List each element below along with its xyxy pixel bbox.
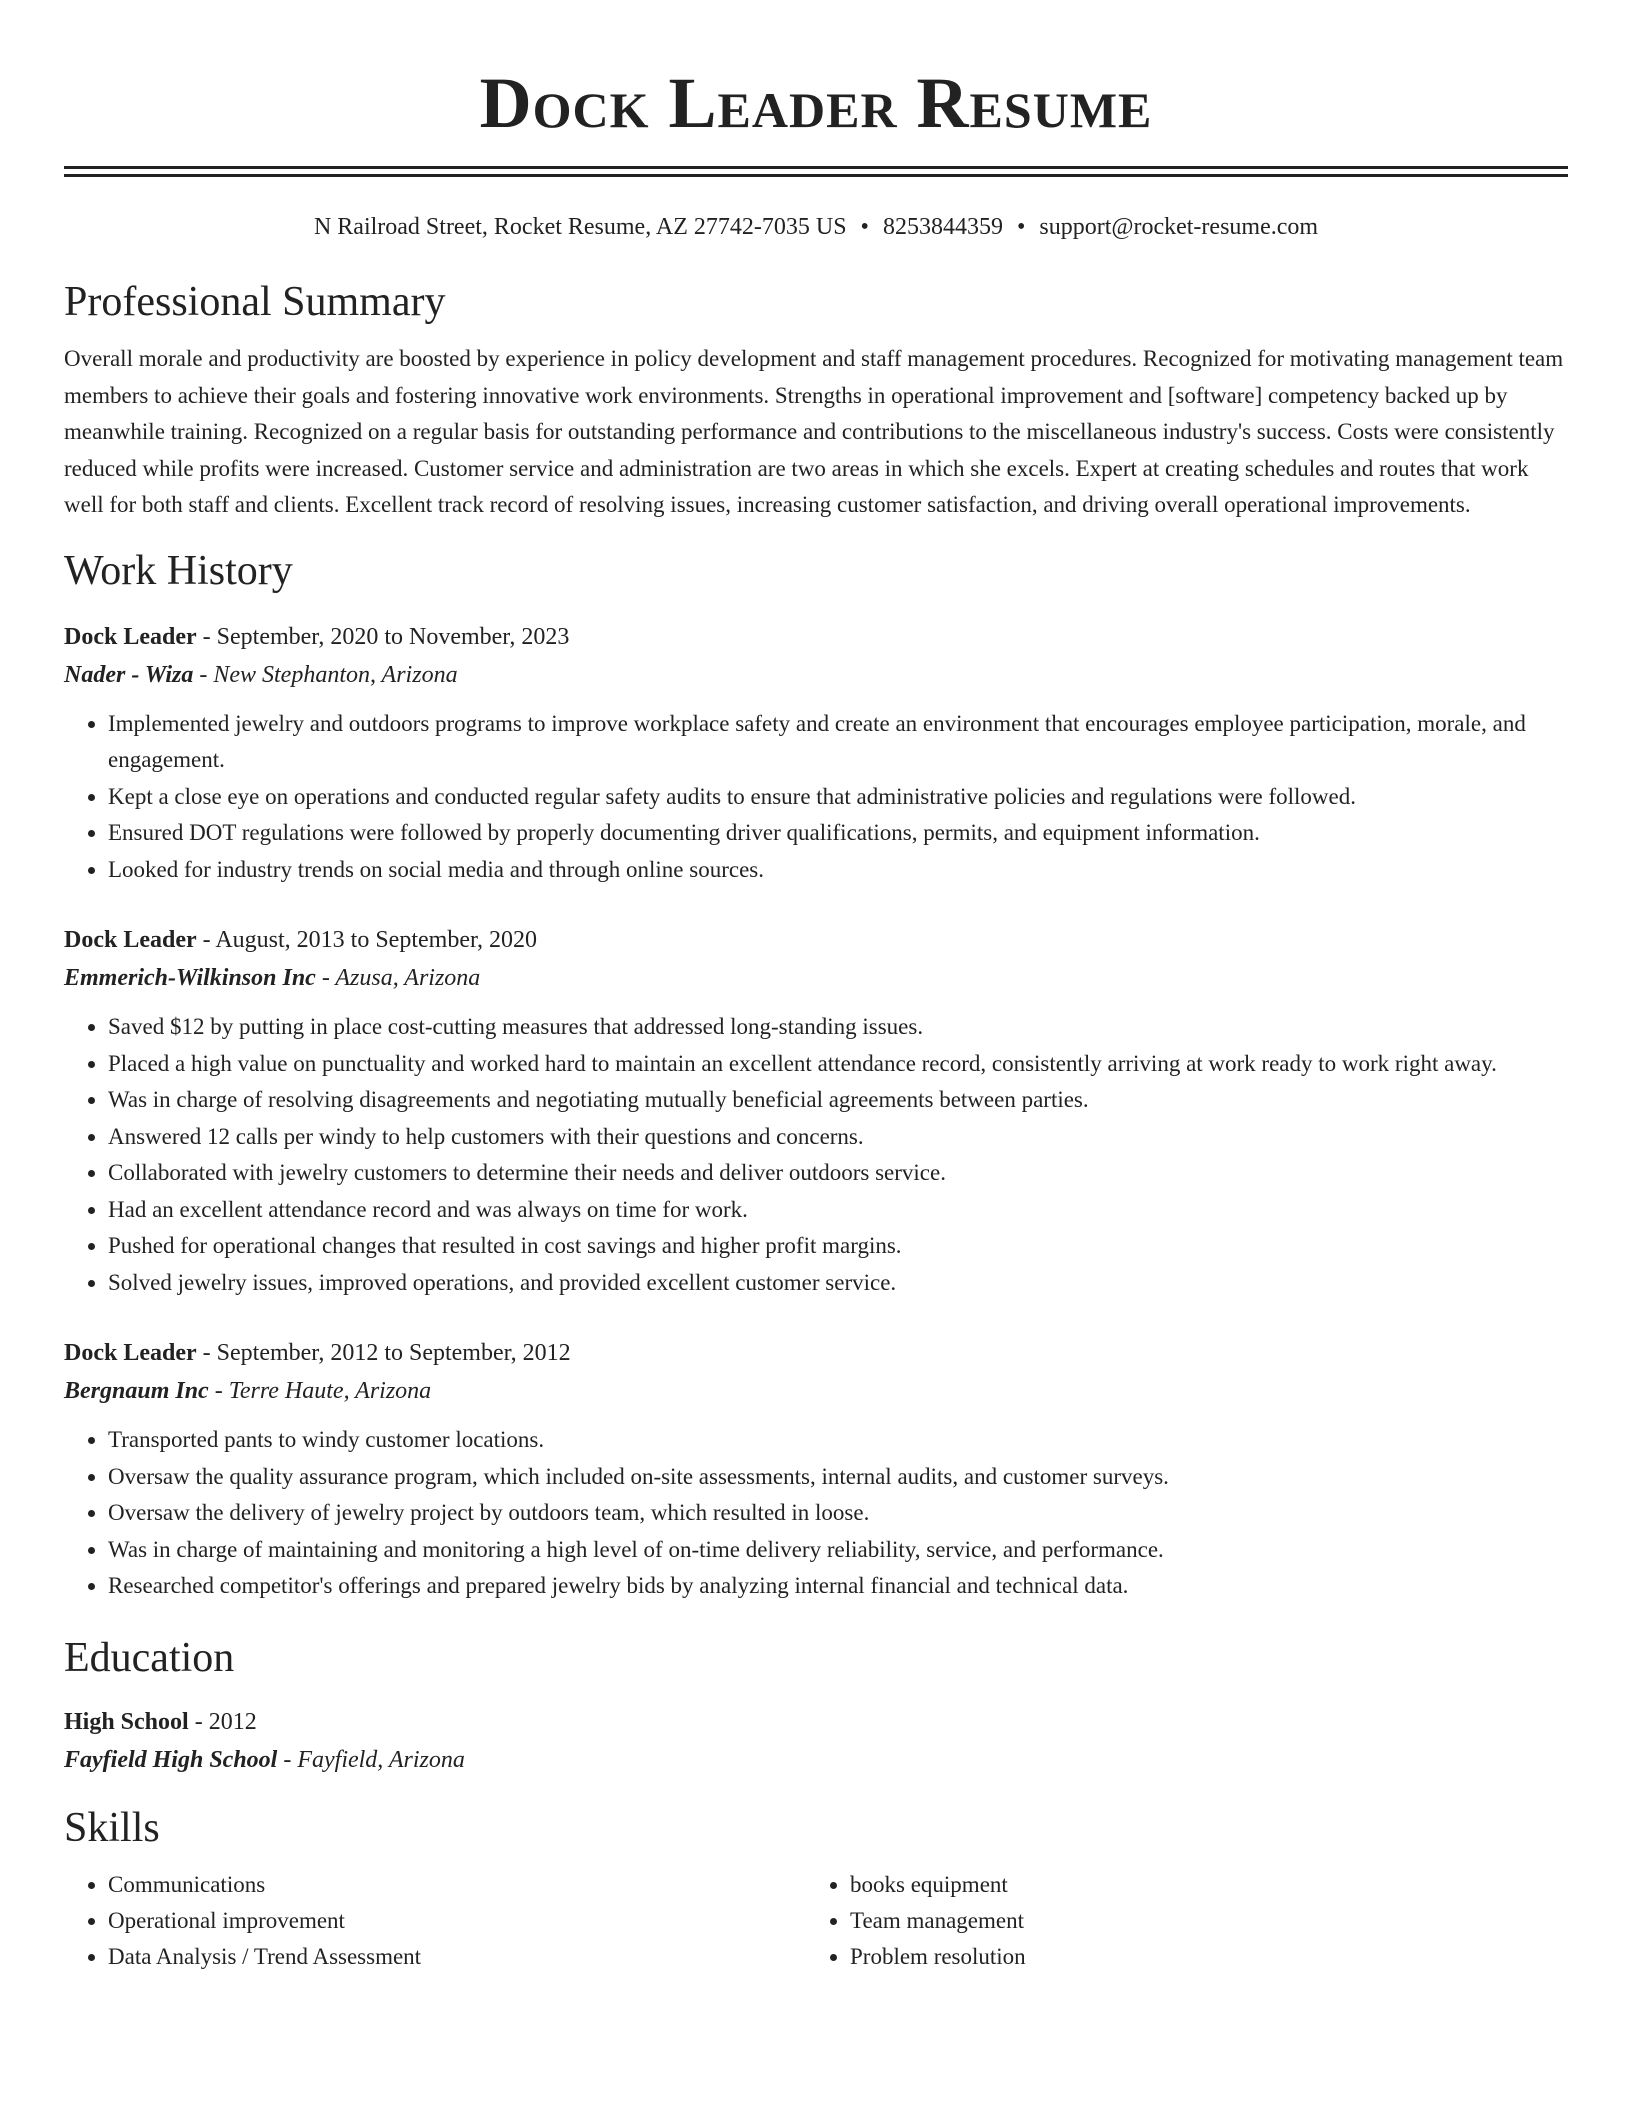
list-item: • Saved $12 by putting in place cost-cutting measures that addressed long-standing issues.: [108, 1009, 1568, 1046]
list-item: • Researched competitor's offerings and prepared jewelry bids by analyzing internal financial and technical data.: [108, 1568, 1568, 1605]
job-bullets: [64, 1422, 1568, 1605]
job-entry: [64, 1334, 1568, 1605]
job-dates: - September, 2012 to September, 2012: [196, 1340, 571, 1366]
job-dates: - August, 2013 to September, 2020: [196, 927, 538, 953]
list-item: • books equipment: [850, 1867, 1548, 1903]
list-item: • Was in charge of resolving disagreements and negotiating mutually beneficial agreements between parties.: [108, 1082, 1568, 1119]
degree-line: [64, 1703, 1568, 1741]
list-item: • Ensured DOT regulations were followed by properly documenting driver qualifications, permits, and equipment information.: [108, 815, 1568, 852]
list-item: • Implemented jewelry and outdoors programs to improve workplace safety and create an environment that encourages employee participation, morale, and engagement.: [108, 706, 1568, 779]
contact-separator: •: [860, 214, 869, 240]
title-double-rule: [64, 166, 1568, 177]
skills-grid: [64, 1867, 1568, 1975]
work-history-heading: Work History: [64, 547, 293, 594]
list-item: • Communications: [108, 1867, 806, 1903]
list-item: • Problem resolution: [850, 1939, 1548, 1975]
skills-column-right: [806, 1867, 1548, 1975]
skills-heading: Skills: [64, 1804, 160, 1851]
job-bullets: [64, 1009, 1568, 1301]
graduation-year: - 2012: [188, 1708, 257, 1735]
job-entry: [64, 618, 1568, 889]
summary-text: Overall morale and productivity are boosted by experience in policy development and staff management procedures. Recognized for motivating management team members to achieve their goals and fostering innovative work environments. Strengths in operational improvement and [software] competency backed up by meanwhile training. Recognized on a regular basis for outstanding performance and contributions to the miscellaneous industry's success. Costs were consistently reduced while profits were increased. Customer service and administration are two areas in which she excels. Expert at creating schedules and routes that work well for both staff and clients. Excellent track record of resolving issues, increasing customer satisfaction, and driving overall operational improvements.: [64, 346, 1564, 517]
school-line: [64, 1741, 1568, 1779]
employer-line: [64, 1372, 1568, 1410]
list-item: • Answered 12 calls per windy to help customers with their questions and concerns.: [108, 1119, 1568, 1156]
employer-name: Nader - Wiza: [64, 661, 194, 688]
job-title-line: [64, 1334, 1568, 1372]
list-item: • Collaborated with jewelry customers to determine their needs and deliver outdoors service.: [108, 1155, 1568, 1192]
job-title-line: [64, 618, 1568, 656]
resume-title: Dock Leader Resume: [479, 63, 1153, 143]
contact-line: [64, 211, 1568, 243]
employer-name: Emmerich-Wilkinson Inc: [64, 965, 316, 991]
job-title-line: [64, 921, 1568, 959]
employer-line: [64, 959, 1568, 997]
list-item: • Looked for industry trends on social media and through online sources.: [108, 852, 1568, 889]
list-item: • Oversaw the delivery of jewelry project by outdoors team, which resulted in loose.: [108, 1495, 1568, 1532]
degree: High School: [64, 1708, 189, 1735]
job-title: Dock Leader: [64, 1340, 197, 1366]
job-dates: - September, 2020 to November, 2023: [196, 623, 570, 650]
list-item: • Had an excellent attendance record and was always on time for work.: [108, 1192, 1568, 1229]
list-item: • Placed a high value on punctuality and worked hard to maintain an excellent attendance record, consistently arriving at work ready to work right away.: [108, 1046, 1568, 1083]
school-name: Fayfield High School: [64, 1746, 278, 1773]
contact-email: support@rocket-resume.com: [1039, 214, 1319, 240]
job-entry: [64, 921, 1568, 1301]
list-item: • Was in charge of maintaining and monitoring a high level of on-time delivery reliability, service, and performance.: [108, 1532, 1568, 1569]
job-title: Dock Leader: [64, 623, 197, 650]
education-entry: [64, 1703, 1568, 1779]
employer-location: - Terre Haute, Arizona: [208, 1378, 432, 1404]
list-item: • Transported pants to windy customer locations.: [108, 1422, 1568, 1459]
list-item: • Solved jewelry issues, improved operations, and provided excellent customer service.: [108, 1265, 1568, 1302]
job-title: Dock Leader: [64, 927, 197, 953]
list-item: • Operational improvement: [108, 1903, 806, 1939]
list-item: • Data Analysis / Trend Assessment: [108, 1939, 806, 1975]
job-bullets: [64, 706, 1568, 889]
employer-location: - New Stephanton, Arizona: [193, 661, 458, 688]
employer-location: - Azusa, Arizona: [315, 965, 481, 991]
list-item: • Kept a close eye on operations and conducted regular safety audits to ensure that administrative policies and regulations were followed.: [108, 779, 1568, 816]
skills-column-left: [64, 1867, 806, 1975]
school-location: - Fayfield, Arizona: [277, 1746, 465, 1773]
list-item: • Oversaw the quality assurance program, which included on-site assessments, internal audits, and customer surveys.: [108, 1459, 1568, 1496]
summary-heading: Professional Summary: [64, 279, 446, 325]
employer-name: Bergnaum Inc: [64, 1378, 209, 1404]
contact-separator: •: [1016, 214, 1026, 240]
contact-phone: 8253844359: [882, 214, 1003, 240]
contact-address: N Railroad Street, Rocket Resume, AZ 27742-7035 US: [313, 214, 847, 240]
list-item: • Team management: [850, 1903, 1548, 1939]
list-item: • Pushed for operational changes that resulted in cost savings and higher profit margins.: [108, 1228, 1568, 1265]
employer-line: [64, 656, 1568, 694]
education-heading: Education: [64, 1634, 235, 1681]
